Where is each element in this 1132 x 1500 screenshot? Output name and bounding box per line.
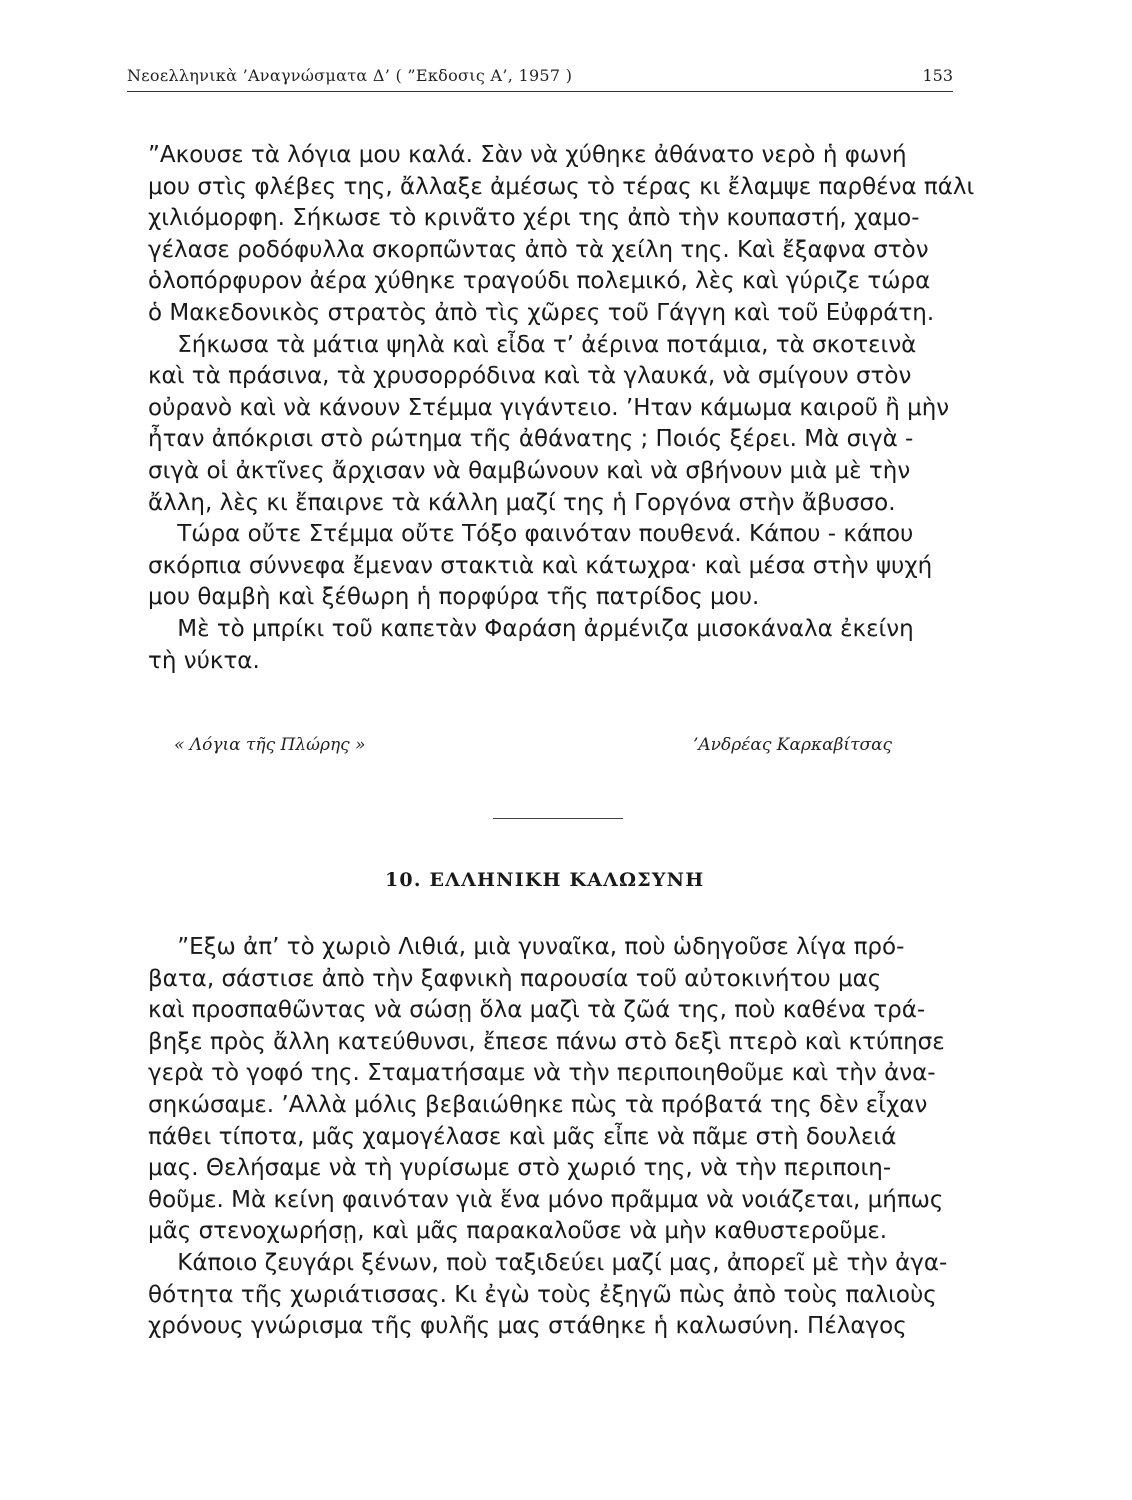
section-text <box>148 932 980 1343</box>
text-line: ”Ακουσε τὰ λόγια μου καλά. Σὰν νὰ χύθηκε ἀθάνατο νερὸ ἡ φωνή <box>148 142 907 168</box>
text-line: γερὰ τὸ γοφό της. Σταματήσαμε νὰ τὴν περιποιηθοῦμε καὶ τὴν ἀνα- <box>148 1060 936 1087</box>
text-line: βηξε πρὸς ἄλλη κατεύθυνσι, ἔπεσε πάνω στὸ δεξὶ πτερὸ καὶ κτύπησε <box>148 1028 945 1055</box>
text-line: μου στὶς φλέβες της, ἄλλαξε ἀμέσως τὸ τέρας κι ἔλαμψε παρθένα πάλι <box>148 173 975 200</box>
text-line: ἄλλη, λὲς κι ἔπαιρνε τὰ κάλλη μαζί της ἡ Γοργόνα στὴν ἄβυσσο. <box>148 489 896 516</box>
text-line: τὴ νύκτα. <box>148 647 260 674</box>
text-line: καὶ προσπαθῶντας νὰ σώσῃ ὅλα μαζὶ τὰ ζῶά της, ποὺ καθένα τρά- <box>148 997 926 1024</box>
text-line: Σήκωσα τὰ μάτια ψηλὰ καὶ εἶδα τ’ ἀέρινα ποτάμια, τὰ σκοτεινὰ <box>148 331 917 358</box>
section-title: 10. ΕΛΛΗΝΙΚΗ ΚΑΛΩΣΥΝΗ <box>385 869 705 891</box>
text-line: θοῦμε. Μὰ κείνη φαινόταν γιὰ ἕνα μόνο πρᾶμμα νὰ νοιάζεται, μήπως <box>148 1186 944 1213</box>
text-line: χρόνους γνώρισμα τῆς φυλῆς μας στάθηκε ἡ καλωσύνη. Πέλαγος <box>148 1313 907 1340</box>
text-line: βατα, σάστισε ἀπὸ τὴν ξαφνικὴ παρουσία τοῦ αὐτοκινήτου μας <box>148 965 882 992</box>
text-line: χιλιόμορφη. Σήκωσε τὸ κρινᾶτο χέρι της ἀπὸ τὴν κουπαστή, χαμο- <box>148 205 920 232</box>
text-line: σηκώσαμε. ’Αλλὰ μόλις βεβαιώθηκε πὼς τὰ πρόβατά της δὲν εἶχαν <box>148 1091 928 1118</box>
text-line: Κάποιο ζευγάρι ξένων, ποὺ ταξιδεύει μαζί μας, ἀπορεῖ μὲ τὴν ἀγα- <box>148 1249 948 1276</box>
book-title-header: Νεοελληνικὰ ’Αναγνώσματα Δ’ ( ”Εκδοσις Α’, 1957 ) <box>127 66 573 85</box>
text-line: πάθει τίποτα, μᾶς χαμογέλασε καὶ μᾶς εἶπε νὰ πᾶμε στὴ δουλειά <box>148 1123 897 1150</box>
text-line: ἦταν ἀπόκρισι στὸ ρώτημα τῆς ἀθάνατης ; Ποιός ξέρει. Μὰ σιγὰ - <box>148 426 914 453</box>
section-divider <box>493 818 623 819</box>
text-line: οὐρανὸ καὶ νὰ κάνουν Στέμμα γιγάντειο. ’Ηταν κάμωμα καιροῦ ἢ μὴν <box>148 394 950 421</box>
text-line: Μὲ τὸ μπρίκι τοῦ καπετὰν Φαράση ἀρμένιζα μισοκάναλα ἐκείνη <box>148 615 914 642</box>
text-line: μας. Θελήσαμε νὰ τὴ γυρίσωμε στὸ χωριό της, νὰ τὴν περιποιη- <box>148 1155 892 1182</box>
text-line: γέλασε ροδόφυλλα σκορπῶντας ἀπὸ τὰ χείλη της. Καὶ ἔξαφνα στὸν <box>148 236 929 263</box>
source-citation: « Λόγια τῆς Πλώρης » <box>174 735 366 755</box>
text-line: μου θαμβὴ καὶ ξέθωρη ἡ πορφύρα τῆς πατρίδος μου. <box>148 584 760 611</box>
text-line: θότητα τῆς χωριάτισσας. Κι ἐγὼ τοὺς ἐξηγῶ πὼς ἀπὸ τοὺς παλιοὺς <box>148 1281 937 1308</box>
text-line: ὁ Μακεδονικὸς στρατὸς ἀπὸ τὶς χῶρες τοῦ Γάγγη καὶ τοῦ Εὐφράτη. <box>148 299 935 326</box>
text-line: καὶ τὰ πράσινα, τὰ χρυσορρόδινα καὶ τὰ γλαυκά, νὰ σμίγουν στὸν <box>148 363 912 390</box>
text-line: σκόρπια σύννεφα ἔμεναν στακτιὰ καὶ κάτωχρα· καὶ μέσα στὴν ψυχή <box>148 552 933 579</box>
text-line: μᾶς στενοχωρήσῃ, καὶ μᾶς παρακαλοῦσε νὰ μὴν καθυστεροῦμε. <box>148 1218 888 1245</box>
text-line: Τώρα οὔτε Στέμμα οὔτε Τόξο φαινόταν πουθενά. Κάπου - κάπου <box>148 521 914 548</box>
page-number: 153 <box>922 66 953 85</box>
text-line: σιγὰ οἱ ἀκτῖνες ἄρχισαν νὰ θαμβώνουν καὶ νὰ σβήνουν μιὰ μὲ τὴν <box>148 457 911 484</box>
running-header <box>127 66 953 92</box>
author-signature: ’Ανδρέας Καρκαβίτσας <box>693 735 893 755</box>
text-line: ”Εξω ἀπ’ τὸ χωριὸ Λιθιά, μιὰ γυναῖκα, ποὺ ὡδηγοῦσε λίγα πρό- <box>148 934 905 960</box>
text-line: ὁλοπόρφυρον ἀέρα χύθηκε τραγούδι πολεμικό, λὲς καὶ γύριζε τώρα <box>148 268 931 295</box>
excerpt-text <box>148 140 980 677</box>
